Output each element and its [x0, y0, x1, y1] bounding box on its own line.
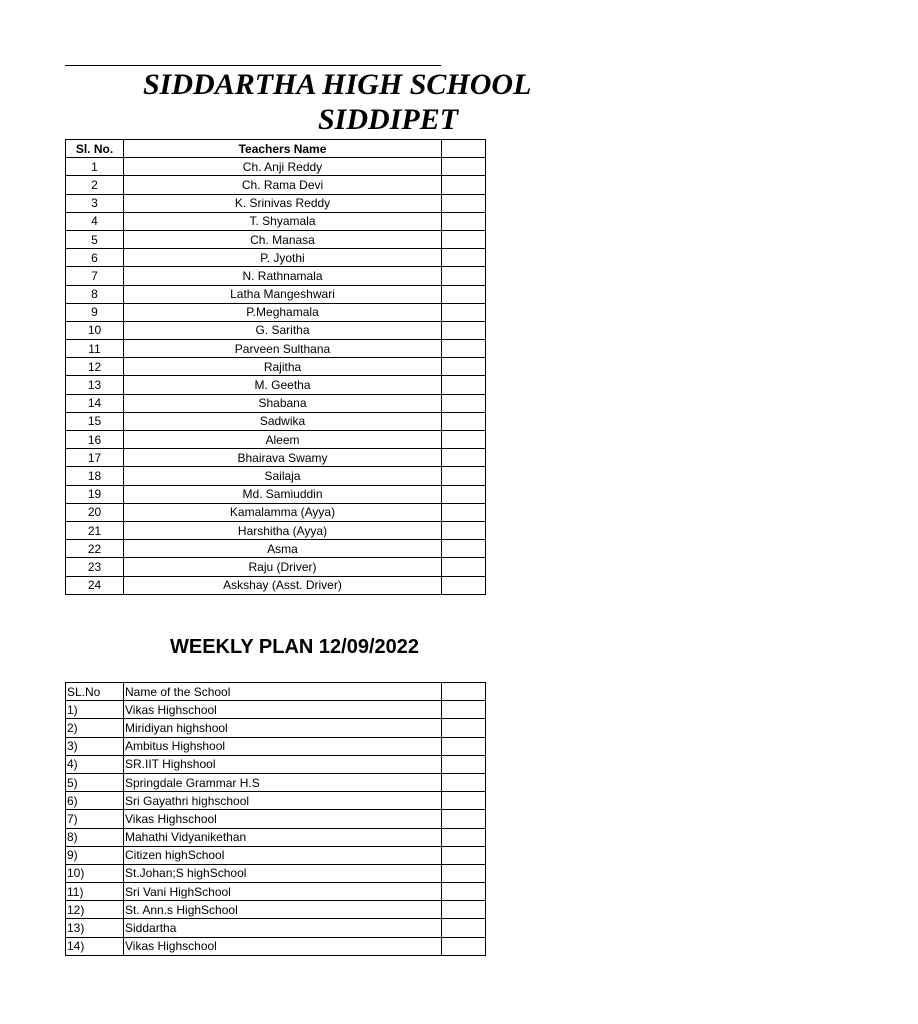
row-number-cell: 21: [66, 521, 124, 539]
row-number-cell: 7: [66, 267, 124, 285]
row-blank-cell: [442, 285, 486, 303]
row-blank-cell: [442, 521, 486, 539]
row-number-cell: 6: [66, 249, 124, 267]
table-row: [66, 828, 486, 846]
column-header-blank: [442, 683, 486, 701]
row-name-cell: Siddartha: [124, 919, 442, 937]
row-blank-cell: [442, 194, 486, 212]
table-row: [66, 230, 486, 248]
row-name-cell: Shabana: [124, 394, 442, 412]
row-name-cell: Parveen Sulthana: [124, 340, 442, 358]
table-row: [66, 394, 486, 412]
row-name-cell: Vikas Highschool: [124, 937, 442, 955]
table-row: [66, 576, 486, 594]
table-row: [66, 503, 486, 521]
row-blank-cell: [442, 358, 486, 376]
row-name-cell: St.Johan;S highSchool: [124, 864, 442, 882]
row-blank-cell: [442, 230, 486, 248]
row-number-cell: 3: [66, 194, 124, 212]
table-row: [66, 540, 486, 558]
table-row: [66, 521, 486, 539]
row-blank-cell: [442, 755, 486, 773]
table-row: [66, 176, 486, 194]
table-row: [66, 340, 486, 358]
row-number-cell: 22: [66, 540, 124, 558]
row-blank-cell: [442, 701, 486, 719]
row-blank-cell: [442, 467, 486, 485]
row-blank-cell: [442, 901, 486, 919]
row-name-cell: N. Rathnamala: [124, 267, 442, 285]
table-row: [66, 212, 486, 230]
row-number-cell: 17: [66, 449, 124, 467]
row-number-cell: 2): [66, 719, 124, 737]
row-blank-cell: [442, 176, 486, 194]
top-border-line: [65, 65, 441, 66]
row-blank-cell: [442, 267, 486, 285]
row-blank-cell: [442, 394, 486, 412]
column-header-slno: Sl. No.: [66, 140, 124, 158]
row-number-cell: 13: [66, 376, 124, 394]
row-name-cell: Askshay (Asst. Driver): [124, 576, 442, 594]
table-row: [66, 358, 486, 376]
row-number-cell: 12): [66, 901, 124, 919]
row-name-cell: M. Geetha: [124, 376, 442, 394]
row-number-cell: 16: [66, 431, 124, 449]
row-blank-cell: [442, 864, 486, 882]
row-number-cell: 23: [66, 558, 124, 576]
row-name-cell: Springdale Grammar H.S: [124, 773, 442, 791]
column-header-slno: SL.No: [66, 683, 124, 701]
column-header-blank: [442, 140, 486, 158]
row-blank-cell: [442, 212, 486, 230]
row-blank-cell: [442, 303, 486, 321]
row-blank-cell: [442, 792, 486, 810]
table-row: [66, 719, 486, 737]
row-blank-cell: [442, 719, 486, 737]
row-name-cell: Aleem: [124, 431, 442, 449]
row-blank-cell: [442, 340, 486, 358]
row-blank-cell: [442, 376, 486, 394]
row-blank-cell: [442, 810, 486, 828]
row-name-cell: St. Ann.s HighSchool: [124, 901, 442, 919]
row-name-cell: Vikas Highschool: [124, 701, 442, 719]
table-row: [66, 303, 486, 321]
row-number-cell: 6): [66, 792, 124, 810]
table-row: [66, 321, 486, 339]
row-name-cell: Citizen highSchool: [124, 846, 442, 864]
table-row: [66, 755, 486, 773]
table-row: [66, 773, 486, 791]
table-row: [66, 919, 486, 937]
table-row: [66, 558, 486, 576]
row-number-cell: 10: [66, 321, 124, 339]
row-number-cell: 5): [66, 773, 124, 791]
row-number-cell: 18: [66, 467, 124, 485]
row-number-cell: 1): [66, 701, 124, 719]
column-header-school-name: Name of the School: [124, 683, 442, 701]
column-header-teachers-name: Teachers Name: [124, 140, 442, 158]
table-row: [66, 792, 486, 810]
row-name-cell: Sailaja: [124, 467, 442, 485]
table-row: [66, 467, 486, 485]
row-blank-cell: [442, 558, 486, 576]
row-blank-cell: [442, 503, 486, 521]
row-blank-cell: [442, 321, 486, 339]
row-name-cell: P. Jyothi: [124, 249, 442, 267]
row-name-cell: Md. Samiuddin: [124, 485, 442, 503]
row-number-cell: 15: [66, 412, 124, 430]
row-number-cell: 9): [66, 846, 124, 864]
table-row: [66, 194, 486, 212]
row-blank-cell: [442, 828, 486, 846]
row-number-cell: 12: [66, 358, 124, 376]
table-row: [66, 737, 486, 755]
row-blank-cell: [442, 773, 486, 791]
row-number-cell: 20: [66, 503, 124, 521]
table-row: [66, 846, 486, 864]
table-header-row: [66, 140, 486, 158]
row-number-cell: 1: [66, 158, 124, 176]
row-number-cell: 9: [66, 303, 124, 321]
row-name-cell: Ch. Manasa: [124, 230, 442, 248]
table-row: [66, 158, 486, 176]
table-row: [66, 285, 486, 303]
row-name-cell: Raju (Driver): [124, 558, 442, 576]
table-row: [66, 449, 486, 467]
table-row: [66, 864, 486, 882]
row-number-cell: 14): [66, 937, 124, 955]
row-name-cell: Bhairava Swamy: [124, 449, 442, 467]
school-location: SIDDIPET: [318, 103, 459, 136]
row-blank-cell: [442, 431, 486, 449]
row-name-cell: Sadwika: [124, 412, 442, 430]
row-blank-cell: [442, 412, 486, 430]
row-blank-cell: [442, 540, 486, 558]
row-number-cell: 14: [66, 394, 124, 412]
table-row: [66, 376, 486, 394]
table-row: [66, 810, 486, 828]
weekly-plan-title: WEEKLY PLAN 12/09/2022: [170, 636, 420, 658]
row-blank-cell: [442, 576, 486, 594]
row-number-cell: 7): [66, 810, 124, 828]
row-name-cell: Rajitha: [124, 358, 442, 376]
row-name-cell: Miridiyan highshool: [124, 719, 442, 737]
row-number-cell: 11: [66, 340, 124, 358]
row-number-cell: 13): [66, 919, 124, 937]
table-row: [66, 267, 486, 285]
row-blank-cell: [442, 249, 486, 267]
row-number-cell: 4): [66, 755, 124, 773]
row-number-cell: 11): [66, 883, 124, 901]
row-number-cell: 19: [66, 485, 124, 503]
row-name-cell: Ch. Anji Reddy: [124, 158, 442, 176]
row-number-cell: 24: [66, 576, 124, 594]
row-name-cell: Ambitus Highshool: [124, 737, 442, 755]
row-blank-cell: [442, 485, 486, 503]
table-row: [66, 937, 486, 955]
row-name-cell: Sri Gayathri highschool: [124, 792, 442, 810]
teachers-table: [65, 139, 486, 595]
row-name-cell: Sri Vani HighSchool: [124, 883, 442, 901]
table-row: [66, 883, 486, 901]
row-number-cell: 2: [66, 176, 124, 194]
table-row: [66, 431, 486, 449]
row-number-cell: 8: [66, 285, 124, 303]
table-row: [66, 249, 486, 267]
row-number-cell: 3): [66, 737, 124, 755]
weekly-plan-table: [65, 682, 486, 956]
row-name-cell: Kamalamma (Ayya): [124, 503, 442, 521]
row-name-cell: T. Shyamala: [124, 212, 442, 230]
row-name-cell: G. Saritha: [124, 321, 442, 339]
row-blank-cell: [442, 883, 486, 901]
row-blank-cell: [442, 158, 486, 176]
school-title: SIDDARTHA HIGH SCHOOL: [143, 68, 532, 101]
row-name-cell: Ch. Rama Devi: [124, 176, 442, 194]
row-blank-cell: [442, 846, 486, 864]
table-row: [66, 901, 486, 919]
row-number-cell: 5: [66, 230, 124, 248]
row-blank-cell: [442, 449, 486, 467]
row-blank-cell: [442, 937, 486, 955]
row-number-cell: 10): [66, 864, 124, 882]
row-name-cell: P.Meghamala: [124, 303, 442, 321]
row-name-cell: K. Srinivas Reddy: [124, 194, 442, 212]
table-row: [66, 485, 486, 503]
row-name-cell: Asma: [124, 540, 442, 558]
table-row: [66, 701, 486, 719]
row-number-cell: 4: [66, 212, 124, 230]
row-name-cell: SR.IIT Highshool: [124, 755, 442, 773]
row-name-cell: Mahathi Vidyanikethan: [124, 828, 442, 846]
row-name-cell: Vikas Highschool: [124, 810, 442, 828]
row-name-cell: Latha Mangeshwari: [124, 285, 442, 303]
row-number-cell: 8): [66, 828, 124, 846]
table-header-row: [66, 683, 486, 701]
row-name-cell: Harshitha (Ayya): [124, 521, 442, 539]
table-row: [66, 412, 486, 430]
row-blank-cell: [442, 737, 486, 755]
row-blank-cell: [442, 919, 486, 937]
